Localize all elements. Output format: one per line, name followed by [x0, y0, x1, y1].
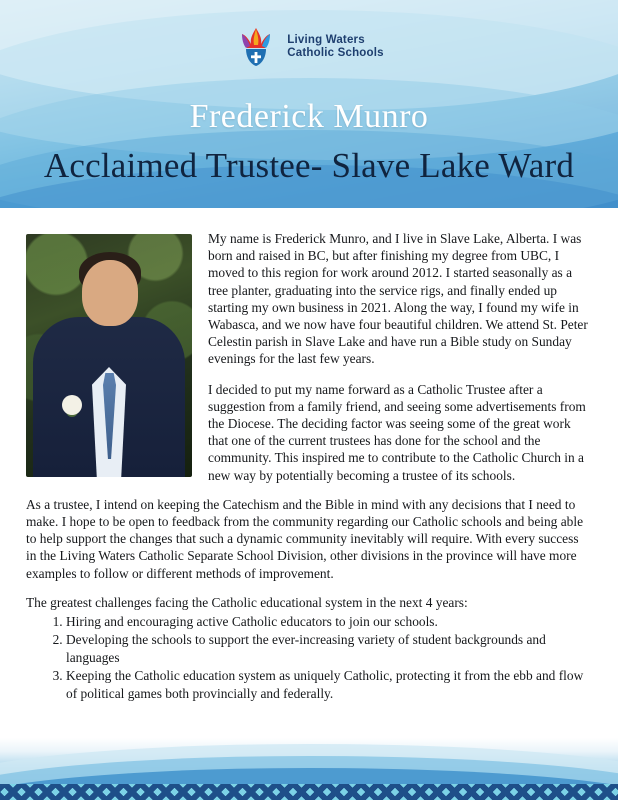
candidate-photo [26, 234, 192, 477]
list-item: 1. Hiring and encouraging active Catholic educators to join our schools. [66, 613, 592, 630]
header-banner [0, 0, 618, 208]
organization-name [287, 34, 384, 61]
paragraph-1: My name is Frederick Munro, and I live in Slave Lake, Alberta. I was born and raised in BC, but after finishing my degree from UBC, I moved to this region for work around 2012. I started seasonally as a tree planter, graduating into the service rigs, and finally ended up starting my own business in 2021. Along the way, I found my wife in Wabasca, and we now have four beautiful children. We attend St. Peter Celestin parish in Slave Lake and have run a Bible study on Sunday evenings for the last few years. [208, 231, 588, 367]
challenges-intro: The greatest challenges facing the Catholic educational system in the next 4 years: [26, 594, 468, 610]
flame-cross-logo-icon [234, 26, 278, 68]
paragraph-2: I decided to put my name forward as a Catholic Trustee after a suggestion from a family friend, and seeing some advertisements from the Diocese. The deciding factor was seeing some of the great work that one of the current trustees has done for the school and the community. This inspired me to contribute to the Catholic Church in a new way by potentially becoming a trustee of its schools. [208, 381, 586, 483]
footer-banner [0, 738, 618, 800]
candidate-name: Frederick Munro [189, 98, 429, 135]
challenges-list [26, 613, 592, 702]
organization-logo [0, 26, 618, 68]
org-line-1: Living Waters [287, 33, 365, 46]
footer-zigzag-pattern [0, 784, 618, 800]
list-item: 2. Developing the schools to support the ever-increasing variety of student backgrounds and languages [66, 631, 592, 666]
photo-face [82, 260, 138, 326]
photo-boutonniere [62, 395, 82, 415]
paragraph-3: As a trustee, I intend on keeping the Catechism and the Bible in mind with any decisions that I need to make. I hope to be open to feedback from the community regarding our Catholic schools and being able to help support the changes that such a dynamic community inevitably will require. With every success in the Living Waters Catholic Separate School Division, other divisions in the province will have more examples to follow or different methods of improvement. [26, 496, 584, 581]
page-title: Acclaimed Trustee- Slave Lake Ward [43, 146, 575, 185]
list-item: 3. Keeping the Catholic education system as uniquely Catholic, protecting it from the ebb and flow of political games both provincially and federally. [66, 667, 592, 702]
org-line-2: Catholic Schools [287, 47, 384, 59]
content-area [0, 208, 618, 738]
